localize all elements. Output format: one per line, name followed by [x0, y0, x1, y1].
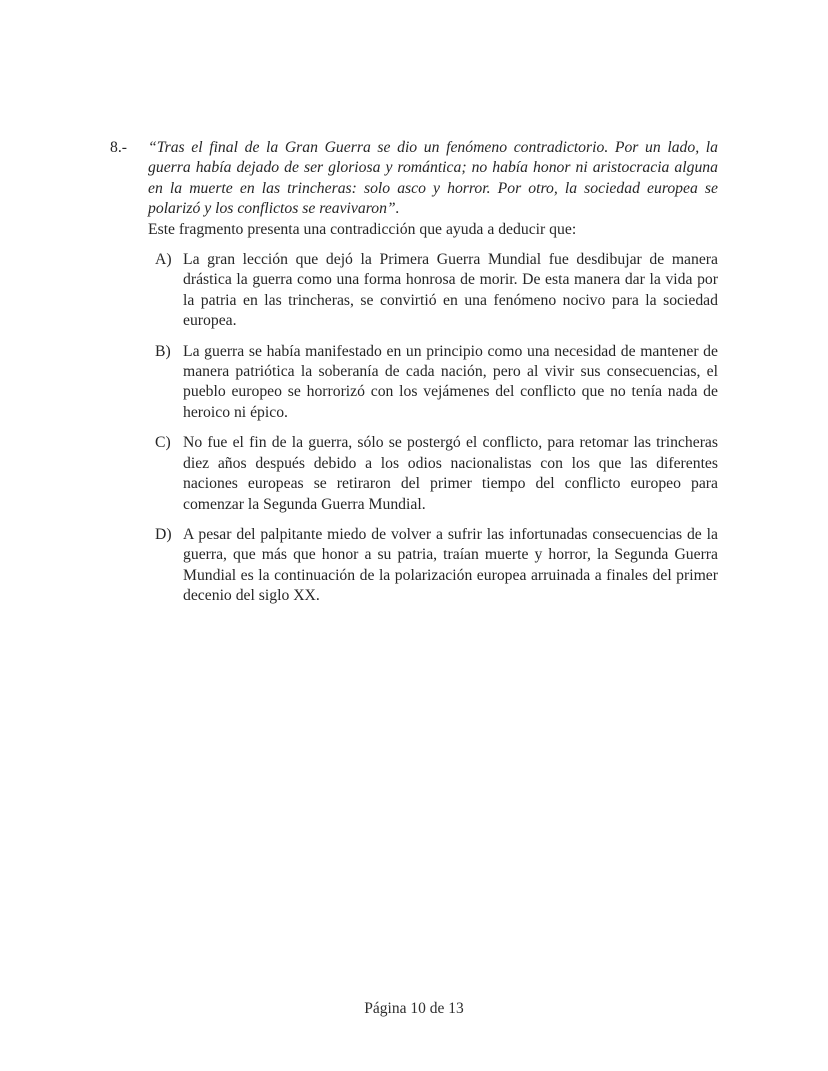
option-text-a: La gran lección que dejó la Primera Guerra Mundial fue desdibujar de manera drástica la guerra como una forma honrosa de morir. De esta manera dar la vida por la patria en las trincheras, se convirtió en una fenómeno nocivo para la sociedad europea.: [183, 251, 718, 330]
question-quote-text: “Tras el final de la Gran Guerra se dio un fenómeno contradictorio. Por un lado, la guerra había dejado de ser gloriosa y romántica; no había honor ni aristocracia alguna en la muerte en las trincheras: solo asco y horror. Por otro, la sociedad europea se polarizó y los conflictos se reavivaron”.: [148, 139, 718, 218]
page-footer: Página 10 de 13: [364, 1000, 464, 1017]
question-block: [110, 138, 718, 607]
option-text-b: La guerra se había manifestado en un principio como una necesidad de mantener de manera patriótica la soberanía de cada nación, pero al vivir sus consecuencias, el pueblo europeo se horrorizó con los vejámenes del conflicto que no tenía nada de heroico ni épico.: [183, 342, 718, 421]
option-letter-c: C): [155, 434, 171, 452]
option-row-b: [155, 342, 718, 424]
option-text-d: A pesar del palpitante miedo de volver a sufrir las infortunadas consecuencias de la guerra, que más que honor a su patria, traían muerte y horror, la Segunda Guerra Mundial es la continuación de la polarización europea arruinada a finales del primer decenio del siglo XX.: [183, 525, 718, 605]
question-number: 8.-: [110, 139, 127, 156]
option-letter-a: A): [155, 251, 172, 269]
question-prompt-text: Este fragmento presenta una contradicción que ayuda a deducir que:: [148, 220, 577, 238]
options-list: [110, 250, 718, 607]
question-stem: [148, 138, 718, 240]
question-stem-row: [110, 138, 718, 240]
option-text-c: No fue el fin de la guerra, sólo se postergó el conflicto, para retomar las trincheras diez años después debido a los odios nacionalistas con los que las diferentes naciones europeas se retiraron del primer tiempo del conflicto europeo para comenzar la Segunda Guerra Mundial.: [183, 434, 718, 513]
option-row-d: [155, 525, 718, 607]
option-row-c: [155, 433, 718, 515]
option-row-a: [155, 250, 718, 332]
option-letter-d: D): [155, 525, 172, 543]
option-letter-b: B): [155, 342, 171, 360]
